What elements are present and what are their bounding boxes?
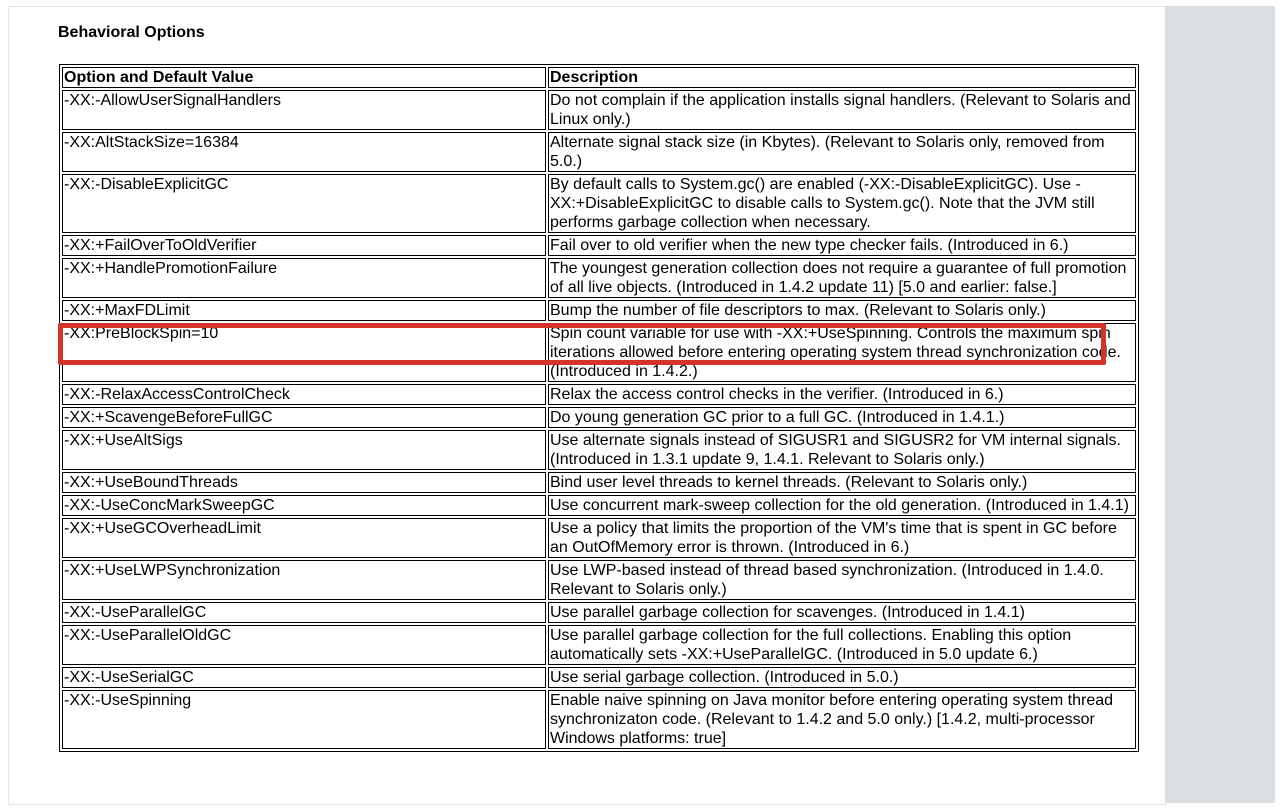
- option-cell: -XX:PreBlockSpin=10: [62, 323, 546, 382]
- option-cell: -XX:AltStackSize=16384: [62, 132, 546, 172]
- table-row: [62, 300, 1136, 321]
- table-row: [62, 518, 1136, 558]
- table-row: [62, 495, 1136, 516]
- option-cell: -XX:+HandlePromotionFailure: [62, 258, 546, 298]
- option-cell: -XX:-UseParallelGC: [62, 602, 546, 623]
- option-cell: -XX:-UseConcMarkSweepGC: [62, 495, 546, 516]
- description-cell: Enable naive spinning on Java monitor before entering operating system thread synchronizaton code. (Relevant to 1.4.2 and 5.0 only.) [1.4.2, multi-processor Windows platforms: true]: [548, 690, 1136, 749]
- option-cell: -XX:-UseSpinning: [62, 690, 546, 749]
- document-page: [8, 6, 1167, 805]
- option-cell: -XX:-UseParallelOldGC: [62, 625, 546, 665]
- description-cell: Spin count variable for use with -XX:+UseSpinning. Controls the maximum spin iterations allowed before entering operating system thread synchronization code. (Introduced in 1.4.2.): [548, 323, 1136, 382]
- description-cell: Do not complain if the application installs signal handlers. (Relevant to Solaris and Linux only.): [548, 90, 1136, 130]
- option-cell: -XX:-RelaxAccessControlCheck: [62, 384, 546, 405]
- description-cell: Bind user level threads to kernel threads. (Relevant to Solaris only.): [548, 472, 1136, 493]
- side-gutter: [1165, 6, 1275, 803]
- option-cell: -XX:+ScavengeBeforeFullGC: [62, 407, 546, 428]
- description-cell: Use parallel garbage collection for the full collections. Enabling this option automatically sets -XX:+UseParallelGC. (Introduced in 5.0 update 6.): [548, 625, 1136, 665]
- description-cell: Bump the number of file descriptors to max. (Relevant to Solaris only.): [548, 300, 1136, 321]
- table-row: [62, 132, 1136, 172]
- table-row: [62, 258, 1136, 298]
- section-title: Behavioral Options: [58, 24, 205, 41]
- table-row: [62, 602, 1136, 623]
- description-cell: Use concurrent mark-sweep collection for the old generation. (Introduced in 1.4.1): [548, 495, 1136, 516]
- options-table: [59, 64, 1139, 752]
- option-cell: -XX:+UseBoundThreads: [62, 472, 546, 493]
- table-row: [62, 560, 1136, 600]
- description-cell: The youngest generation collection does not require a guarantee of full promotion of all live objects. (Introduced in 1.4.2 update 11) [5.0 and earlier: false.]: [548, 258, 1136, 298]
- table-row: [62, 430, 1136, 470]
- description-cell: Use a policy that limits the proportion of the VM's time that is spent in GC before an OutOfMemory error is thrown. (Introduced in 6.): [548, 518, 1136, 558]
- column-header-option: Option and Default Value: [62, 67, 546, 88]
- table-row: [62, 174, 1136, 233]
- column-header-description: Description: [548, 67, 1136, 88]
- option-cell: -XX:+UseLWPSynchronization: [62, 560, 546, 600]
- option-cell: -XX:+FailOverToOldVerifier: [62, 235, 546, 256]
- table-row: [62, 235, 1136, 256]
- table-row: [62, 472, 1136, 493]
- table-row: [62, 667, 1136, 688]
- option-cell: -XX:-DisableExplicitGC: [62, 174, 546, 233]
- description-cell: Relax the access control checks in the verifier. (Introduced in 6.): [548, 384, 1136, 405]
- table-header-row: [62, 67, 1136, 88]
- description-cell: Use parallel garbage collection for scavenges. (Introduced in 1.4.1): [548, 602, 1136, 623]
- table-row: [62, 384, 1136, 405]
- option-cell: -XX:+UseGCOverheadLimit: [62, 518, 546, 558]
- description-cell: Fail over to old verifier when the new type checker fails. (Introduced in 6.): [548, 235, 1136, 256]
- table-row: [62, 323, 1136, 382]
- option-cell: -XX:+MaxFDLimit: [62, 300, 546, 321]
- description-cell: Use LWP-based instead of thread based synchronization. (Introduced in 1.4.0. Relevant to Solaris only.): [548, 560, 1136, 600]
- table-row: [62, 690, 1136, 749]
- table-row: [62, 625, 1136, 665]
- option-cell: -XX:+UseAltSigs: [62, 430, 546, 470]
- option-cell: -XX:-AllowUserSignalHandlers: [62, 90, 546, 130]
- description-cell: Do young generation GC prior to a full GC. (Introduced in 1.4.1.): [548, 407, 1136, 428]
- description-cell: Alternate signal stack size (in Kbytes). (Relevant to Solaris only, removed from 5.0.): [548, 132, 1136, 172]
- description-cell: Use serial garbage collection. (Introduced in 5.0.): [548, 667, 1136, 688]
- description-cell: Use alternate signals instead of SIGUSR1 and SIGUSR2 for VM internal signals. (Introduced in 1.3.1 update 9, 1.4.1. Relevant to Solaris only.): [548, 430, 1136, 470]
- table-row: [62, 90, 1136, 130]
- option-cell: -XX:-UseSerialGC: [62, 667, 546, 688]
- description-cell: By default calls to System.gc() are enabled (-XX:-DisableExplicitGC). Use -XX:+DisableExplicitGC to disable calls to System.gc(). Note that the JVM still performs garbage collection when necessary.: [548, 174, 1136, 233]
- table-row: [62, 407, 1136, 428]
